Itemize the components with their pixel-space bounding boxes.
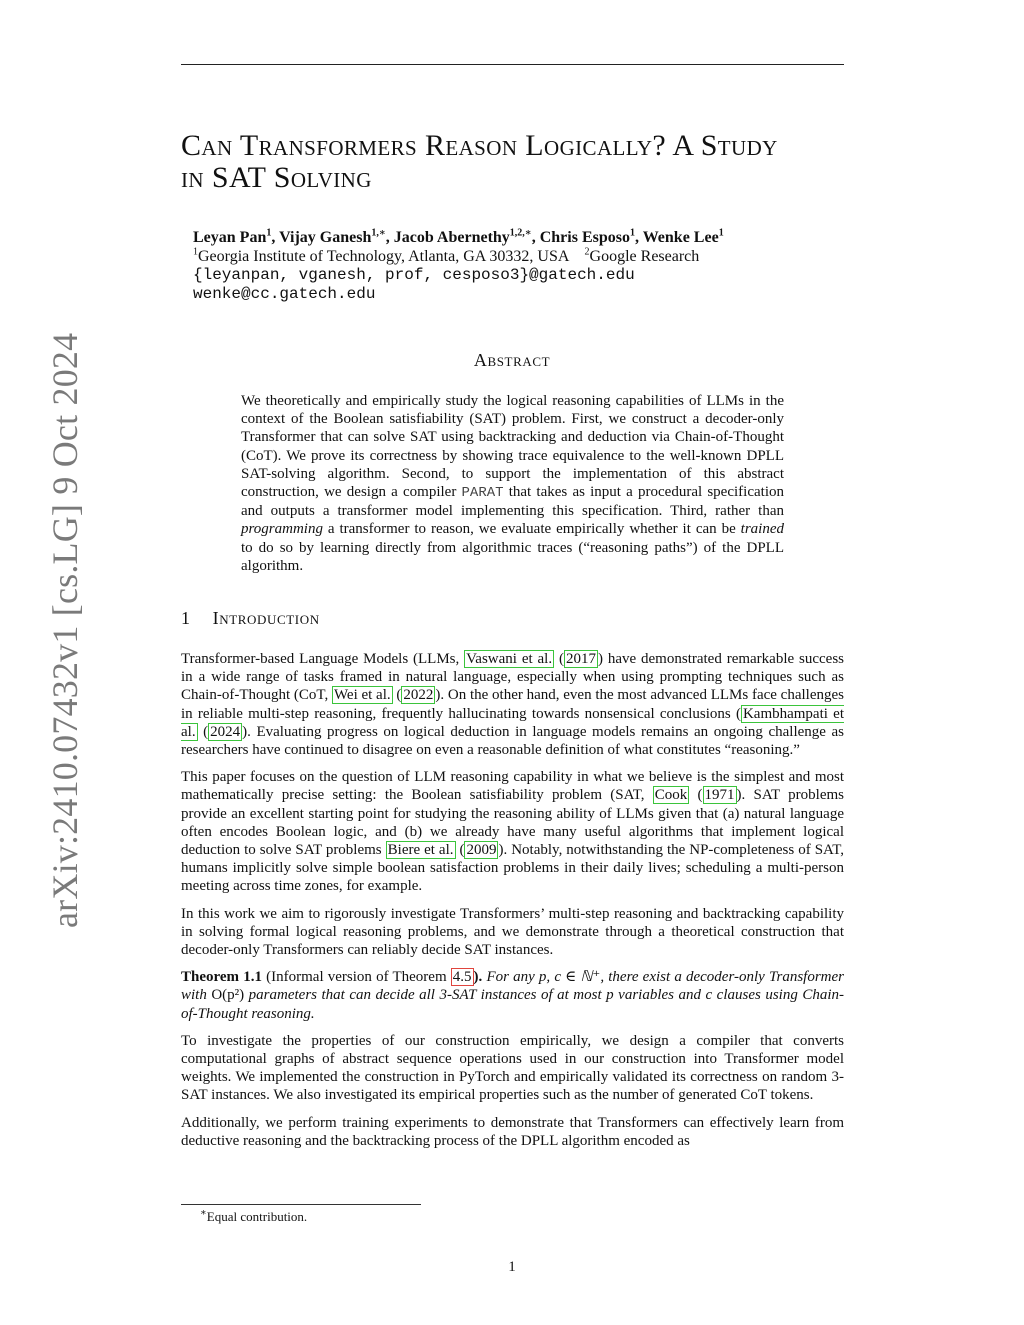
citation-link[interactable]: Wei et al.: [333, 687, 391, 704]
author-emails-1: {leyanpan, vganesh, prof, cesposo3}@gatech.edu: [193, 266, 635, 284]
author-affiliation-mark: 1,2,∗: [509, 227, 532, 239]
body-text: [181, 650, 844, 1159]
abstract-part: We theoretically and empirically study the logical reasoning capabilities of LLMs in the context of the Boolean satisfiability (SAT) problem. First, we construct a decoder-only Transformer that can solve SAT using backtracking and deduction via Chain-of-Thought (CoT). We prove its correctness by showing trace equivalence to the well-known DPLL SAT-solving algorithm. Second, to support the implementation of this abstract construction, we design a compiler: [241, 393, 784, 501]
text: ). Evaluating progress on logical deduction in language models remains an ongoing challenge as researchers have continued to disagree on even a reasonable definition of what constitutes “reasoning.”: [181, 723, 844, 759]
abstract-emphasis: trained: [740, 521, 784, 538]
affiliation-1: Georgia Institute of Technology, Atlanta, GA 30332, USA: [198, 248, 569, 265]
text: Transformer-based Language Models (LLMs,: [181, 651, 465, 667]
citation-link[interactable]: Vaswani et al.: [466, 651, 553, 667]
section-number: 1: [181, 608, 191, 628]
citation-year-link[interactable]: 2009: [466, 842, 497, 859]
arxiv-stamp: arXiv:2410.07432v1 [cs.LG] 9 Oct 2024: [45, 332, 85, 928]
abstract-part: to do so by learning directly from algorithmic traces (“reasoning paths”) of the DPLL algorithm.: [241, 539, 784, 574]
author-name: Chris Esposo: [539, 229, 630, 246]
page-number: 1: [508, 1259, 516, 1275]
section-title: Introduction: [212, 608, 320, 628]
citation-link[interactable]: Cook: [654, 787, 688, 804]
text: ). SAT problems provide an excellent starting point for studying the reasoning ability of LLMs given that (a) natural language often encodes Boolean logic, and (b) we already have many useful algorithms that implement logical deduction to solve SAT problems: [181, 787, 844, 859]
text: (Informal version of Theorem: [266, 969, 451, 986]
text: , there exist a decoder-only Transformer with: [181, 969, 844, 1004]
math: c: [705, 987, 713, 1004]
citation-link[interactable]: Biere et al.: [387, 842, 454, 859]
abstract-heading: Abstract: [473, 350, 551, 370]
title-line-2: in SAT Solving: [181, 161, 372, 194]
top-rule: [181, 64, 844, 65]
affiliation-mark: 1: [193, 246, 198, 258]
author-name: Jacob Abernethy: [393, 229, 510, 246]
theorem-ref-link[interactable]: 4.5: [452, 969, 472, 986]
theorem-label: Theorem 1.1: [181, 969, 262, 986]
theorem: [181, 968, 844, 1023]
footnote: [200, 1209, 307, 1225]
citation-year-link[interactable]: 2022: [403, 687, 434, 704]
text: ) have demonstrated remarkable success in a wide range of tasks framed in natural language, especially when using prompting techniques such as Chain-of-Thought (CoT,: [181, 651, 845, 704]
text: For any: [482, 969, 539, 986]
paragraph: This paper focuses on the question of LLM reasoning capability in what we believe is the simplest and most mathematically precise setting: the Boolean satisfiability problem (SAT, Cook ( 1971 ). SAT problems provide an excellent starting point for studying the reasoning ability of LLMs given that (a) natural language often encodes Boolean logic, and (b) we already have many useful algorithms that implement logical deduction to solve SAT problems Biere et al. ( 2009 ). Notably, notwithstanding the NP-completeness of SAT, humans implicitly solve simple boolean satisfaction problems in their daily lives; scheduling a multi-person meeting across time zones, for example.: [181, 769, 845, 895]
text: ). Notably, notwithstanding the NP-completeness of SAT, humans implicitly solve simple boolean satisfaction problems in their daily lives; scheduling a multi-person meeting across time zones, for example.: [181, 842, 845, 895]
citation-year-link[interactable]: 2017: [565, 651, 596, 667]
abstract-emphasis: programming: [241, 521, 323, 538]
affiliations: [193, 247, 724, 266]
author-block: [193, 228, 724, 304]
author-emails-2: wenke@cc.gatech.edu: [193, 285, 376, 303]
author-name: Wenke Lee: [642, 229, 719, 246]
footnote-rule: [181, 1204, 421, 1205]
text: clauses using Chain-of-Thought reasoning.: [181, 987, 844, 1022]
abstract-part: a transformer to reason, we evaluate empirically whether it can be: [322, 521, 741, 538]
text: variables and: [613, 987, 706, 1004]
citation-link[interactable]: Kambhampati et al.: [181, 705, 844, 740]
author-name: Vijay Ganesh: [279, 229, 372, 246]
author-name: Leyan Pan: [193, 229, 267, 246]
text: This paper focuses on the question of LLM reasoning capability in what we believe is the simplest and most mathematically precise setting: the Boolean satisfiability problem (SAT,: [181, 769, 844, 804]
author-affiliation-mark: 1,∗: [371, 227, 386, 239]
paragraph: Transformer-based Language Models (LLMs, Vaswani et al. ( 2017 ) have demonstrated remarkable success in a wide range of tasks framed in natural language, especially when using prompting techniques such as Chain-of-Thought (CoT, Wei et al. ( 2022 ). On the other hand, even the most advanced LLMs face challenges in reliable multi-step reasoning, frequently hallucinating towards nonsensical conclusions ( Kambhampati et al. ( 2024 ). Evaluating progress on logical deduction in language models remains an ongoing challenge as researchers have continued to disagree on even a reasonable definition of what constitutes “reasoning.”: [181, 651, 845, 759]
affiliation-mark: 2: [584, 246, 590, 258]
math: p, c ∈ ℕ⁺: [538, 969, 601, 986]
paragraph: To investigate the properties of our construction empirically, we design a compiler that converts computational graphs of abstract sequence operations used in our construction into Transformer model weights. We implemented the construction in PyTorch and empirically validated its correctness on random 3-SAT instances. We also investigated its empirical properties such as the number of generated CoT tokens.: [181, 1032, 844, 1104]
affiliation-2: Google Research: [589, 248, 700, 265]
abstract-part: that takes as input a procedural specification and outputs a transformer model implementing this specification. Third, rather than: [241, 484, 784, 520]
math: O(p²): [211, 987, 245, 1004]
footnote-text: Equal contribution.: [206, 1209, 308, 1224]
text: ).: [473, 969, 483, 986]
paragraph: In this work we aim to rigorously investigate Transformers’ multi-step reasoning and backtracking capability in solving formal logical reasoning problems, and we demonstrate through a theoretical construction that decoder-only Transformers can reliably decide SAT instances.: [181, 905, 844, 959]
citation-year-link[interactable]: 2024: [210, 723, 241, 740]
author-names: Leyan Pan$^1$, Vijay Ganesh$^{1,∗}$, Jacob Abernethy$^{1,2,∗}$, Chris Esposo$^1$, Wenke Lee$^1$: [193, 227, 724, 246]
paper-title: [181, 130, 851, 194]
title-line-1: Can Transformers Reason Logically? A Study: [181, 129, 778, 162]
author-affiliation-mark: 1: [718, 227, 724, 239]
abstract-text: [241, 392, 784, 575]
section-heading: [181, 608, 320, 629]
text: parameters that can decide all 3-SAT instances of at most: [244, 987, 607, 1004]
text: ). On the other hand, even the most advanced LLMs face challenges in reliable multi-step reasoning, frequently hallucinating towards nonsensical conclusions (: [181, 687, 844, 722]
paragraph: Additionally, we perform training experiments to demonstrate that Transformers can effectively learn from deductive reasoning and the backtracking process of the DPLL algorithm encoded as: [181, 1114, 844, 1149]
parat-name: PARAT: [461, 485, 504, 502]
author-affiliation-mark: 1: [266, 227, 272, 239]
footnote-mark: ∗: [200, 1207, 207, 1219]
author-affiliation-mark: 1: [629, 227, 635, 239]
math: p: [606, 987, 614, 1004]
citation-year-link[interactable]: 1971: [704, 787, 735, 804]
